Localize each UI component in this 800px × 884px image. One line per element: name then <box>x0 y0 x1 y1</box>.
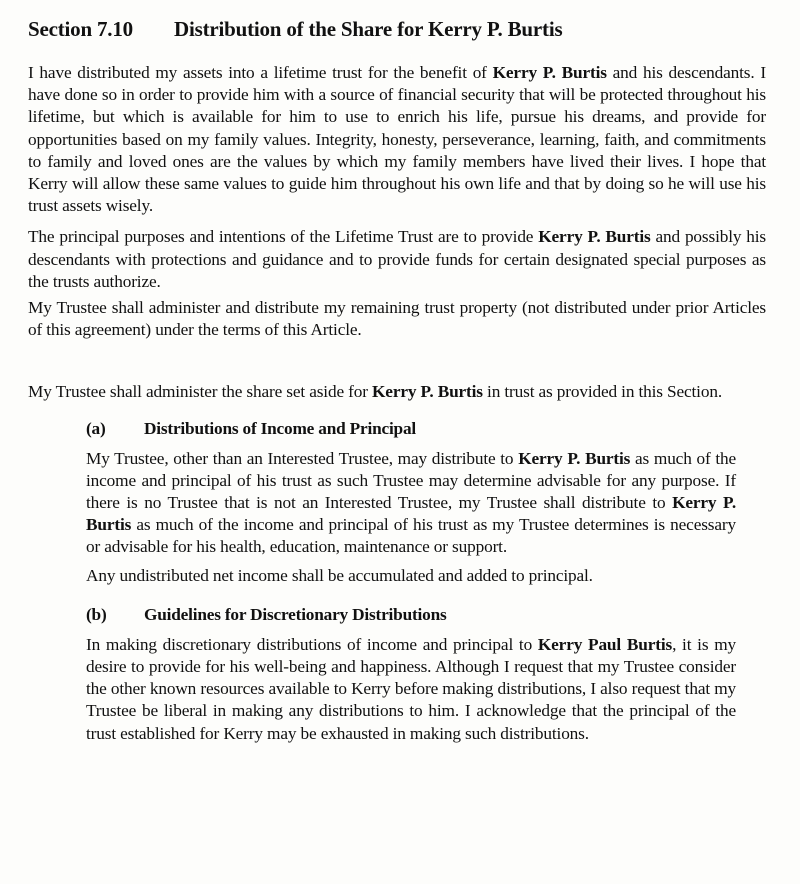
paragraph-text: My Trustee, other than an Interested Trustee, may distribute to <box>86 448 519 468</box>
paragraph-text: in trust as provided in this Section. <box>482 382 722 402</box>
paragraph-text: as much of the income and principal of his trust as such Trustee may determine advisable for any purpose. If there is no Trustee that is not an Interested Trustee, my Trustee shall distribute to <box>86 448 736 513</box>
paragraph-text: I have distributed my assets into a lifetime trust for the benefit of <box>28 63 493 82</box>
beneficiary-name: Kerry P. Burtis <box>538 227 651 247</box>
share-paragraph <box>28 381 766 403</box>
subsection-title: Distributions of Income and Principal <box>144 418 417 438</box>
paragraph-text: My Trustee shall administer the share set aside for <box>28 382 373 402</box>
subsection-body <box>86 634 736 745</box>
beneficiary-name: Kerry P. Burtis <box>372 382 483 402</box>
intro-paragraph <box>28 62 766 217</box>
paragraph-text: and his descendants. I have done so in order to provide him with a source of financial security that will be protected throughout his lifetime, but which is available for him to use to enrich his life, pursue his dreams, and provide for opportunities based on my family values. Integrity, honesty, perseverance, learning, faith, and commitments to family and loved ones are the values by which my family members have lived their lives. I hope that Kerry will allow these same values to guide him throughout his own life and that by doing so he will use his trust assets wisely. <box>28 63 766 216</box>
paragraph-text: as much of the income and principal of his trust as my Trustee determines is necessary or advisable for his health, education, maintenance or support. <box>86 515 736 557</box>
administration-paragraph: My Trustee shall administer and distribute my remaining trust property (not distributed under prior Articles of this agreement) under the terms of this Article. <box>28 298 766 340</box>
subsection-letter: (a) <box>86 418 106 438</box>
subsection-body <box>86 448 736 559</box>
subsection-letter: (b) <box>86 604 107 624</box>
beneficiary-name: Kerry P. Burtis <box>86 493 736 535</box>
subsection-heading <box>86 604 736 626</box>
subsection-note: Any undistributed net income shall be accumulated and added to principal. <box>86 565 593 585</box>
section-heading <box>28 12 766 46</box>
beneficiary-name: Kerry P. Burtis <box>492 63 607 82</box>
section-title: Distribution of the Share for Kerry P. Burtis <box>174 17 563 41</box>
beneficiary-name: Kerry P. Burtis <box>518 448 631 468</box>
subsection-heading <box>86 418 736 440</box>
subsection-title: Guidelines for Discretionary Distributions <box>144 604 447 624</box>
subsection-a <box>86 418 736 587</box>
paragraph-text: and possibly his descendants with protections and guidance and to provide funds for certain designated special purposes as the trusts authorize. <box>28 227 766 291</box>
paragraph-text: , it is my desire to provide for his well-being and happiness. Although I request that my Trustee consider the other known resources available to Kerry before making distributions, I also request that my Trustee be liberal in making any distributions to him. I acknowledge that the principal of the trust established for Kerry may be exhausted in making such distributions. <box>86 634 736 743</box>
beneficiary-name: Kerry Paul Burtis <box>537 634 673 654</box>
paragraph-text: In making discretionary distributions of income and principal to <box>86 634 538 654</box>
paragraph-text: The principal purposes and intentions of the Lifetime Trust are to provide <box>28 227 539 247</box>
purposes-paragraph <box>28 226 766 293</box>
section-number: Section 7.10 <box>28 17 133 41</box>
subsection-b <box>86 604 736 745</box>
